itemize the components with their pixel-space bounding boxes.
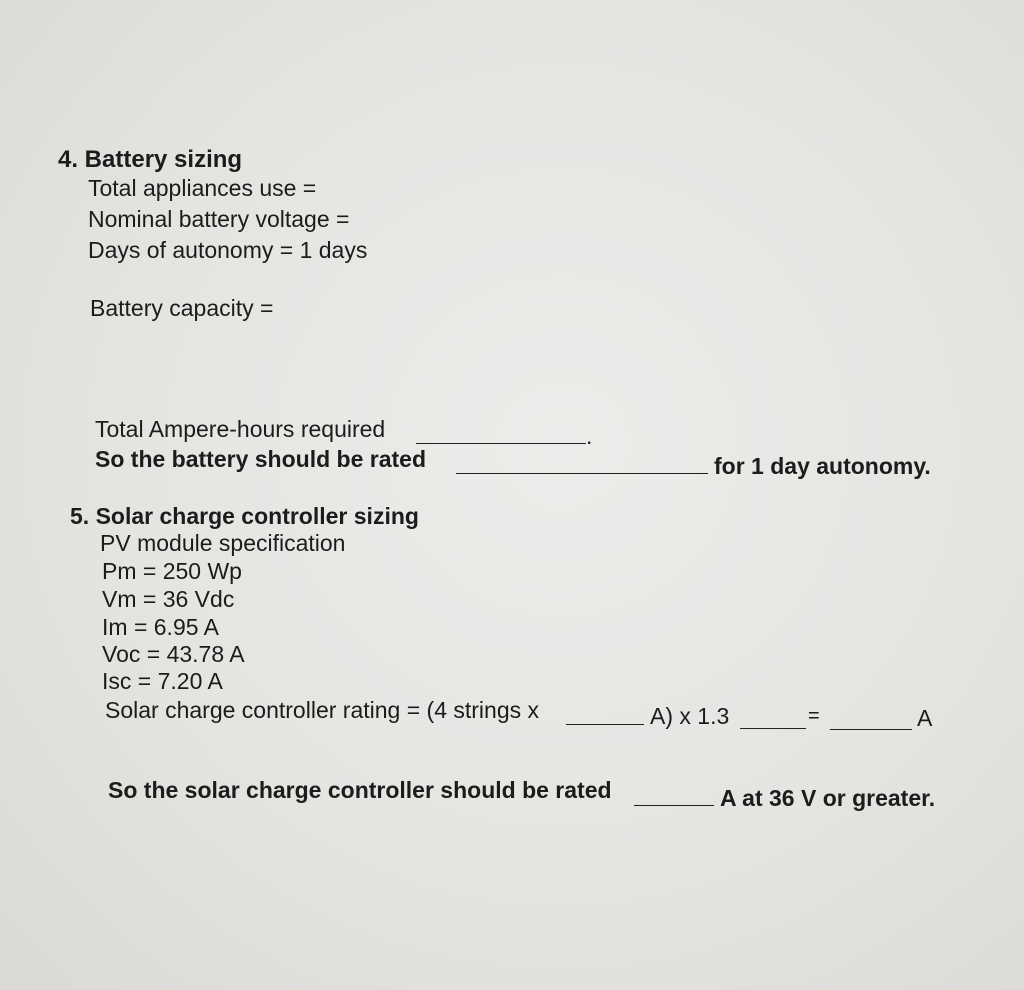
rating-unit: A bbox=[917, 705, 933, 731]
rating-multiplier: A) x 1.3 bbox=[650, 703, 730, 729]
controller-rated-blank[interactable] bbox=[634, 805, 714, 806]
battery-rating-blank[interactable] bbox=[456, 473, 708, 474]
total-ah-period: . bbox=[586, 423, 593, 449]
controller-rating-label: Solar charge controller rating = (4 strings x bbox=[105, 697, 540, 723]
total-appliances-label: Total appliances use = bbox=[88, 175, 317, 201]
isc-value: Isc = 7.20 A bbox=[102, 668, 223, 694]
controller-rated-label: So the solar charge controller should be rated bbox=[108, 777, 612, 803]
controller-result-blank[interactable] bbox=[830, 729, 912, 730]
pv-spec-label: PV module specification bbox=[100, 530, 346, 556]
im-value: Im = 6.95 A bbox=[102, 614, 219, 640]
battery-rated-label: So the battery should be rated bbox=[95, 446, 426, 472]
section-4-heading: 4. Battery sizing bbox=[58, 146, 243, 173]
product-blank[interactable] bbox=[740, 728, 806, 729]
total-ah-label: Total Ampere-hours required bbox=[95, 416, 386, 442]
pm-value: Pm = 250 Wp bbox=[102, 558, 242, 584]
section-5-heading: 5. Solar charge controller sizing bbox=[70, 503, 419, 529]
controller-rated-suffix: A at 36 V or greater. bbox=[720, 785, 936, 811]
battery-rated-suffix: for 1 day autonomy. bbox=[714, 453, 931, 479]
voc-value: Voc = 43.78 A bbox=[102, 641, 245, 667]
battery-capacity-label: Battery capacity = bbox=[90, 295, 274, 321]
nominal-voltage-label: Nominal battery voltage = bbox=[88, 206, 350, 232]
strings-current-blank[interactable] bbox=[566, 724, 644, 725]
total-ah-blank[interactable] bbox=[416, 443, 586, 444]
days-autonomy-label: Days of autonomy = 1 days bbox=[88, 237, 368, 263]
vm-value: Vm = 36 Vdc bbox=[102, 586, 235, 612]
rating-equals: = bbox=[808, 705, 820, 727]
